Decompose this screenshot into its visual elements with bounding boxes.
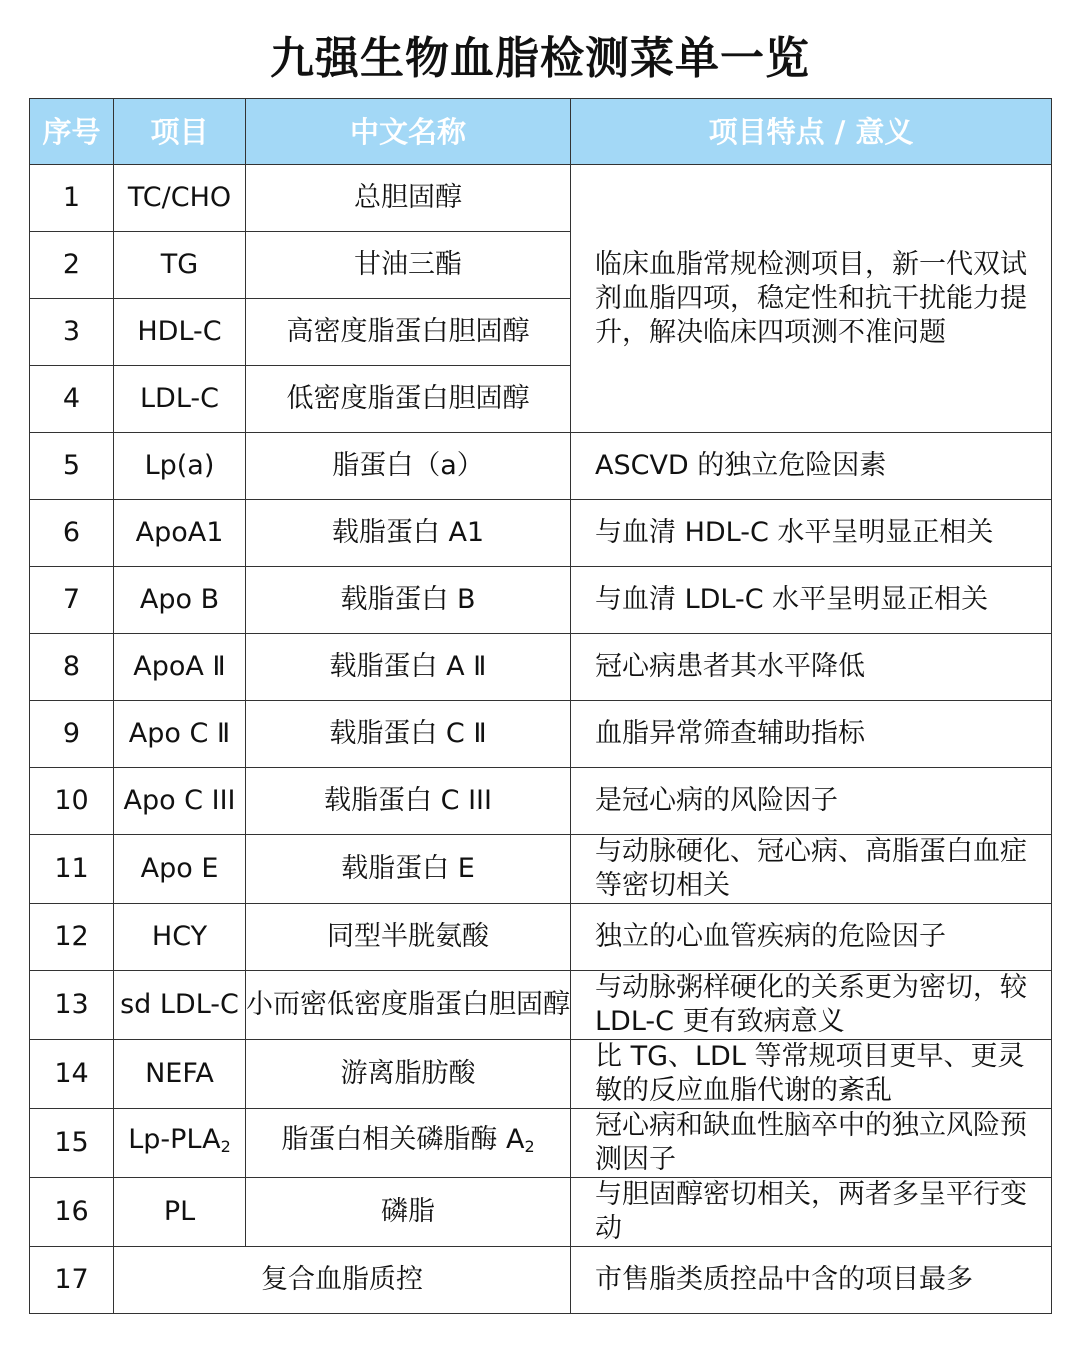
table-row bbox=[30, 971, 1052, 1040]
row-number: 1 bbox=[30, 165, 114, 232]
row-number: 8 bbox=[30, 634, 114, 701]
item-code-text: ApoA1 bbox=[135, 517, 224, 548]
chinese-name-text: 载脂蛋白 C Ⅱ bbox=[329, 718, 487, 749]
table-row bbox=[30, 904, 1052, 971]
row-number: 2 bbox=[30, 232, 114, 299]
chinese-name-text: 复合血脂质控 bbox=[261, 1264, 423, 1295]
chinese-name-text: 载脂蛋白 C III bbox=[324, 785, 492, 816]
chinese-name bbox=[246, 299, 571, 366]
table-row bbox=[30, 1109, 1052, 1178]
item-code-text: HCY bbox=[151, 921, 208, 952]
item-code bbox=[114, 634, 246, 701]
table-row bbox=[30, 768, 1052, 835]
row-number: 9 bbox=[30, 701, 114, 768]
item-code-subscript: 2 bbox=[220, 1136, 231, 1156]
item-code-text: ApoA Ⅱ bbox=[133, 651, 226, 682]
item-code-text: LDL-C bbox=[140, 383, 219, 414]
item-code-text: HDL-C bbox=[137, 316, 222, 347]
item-code bbox=[114, 904, 246, 971]
chinese-name bbox=[246, 1178, 571, 1247]
feature-description: 与动脉粥样硬化的关系更为密切，较 LDL-C 更有致病意义 bbox=[571, 971, 1052, 1040]
table-row bbox=[30, 433, 1052, 500]
chinese-name-text: 脂蛋白（a） bbox=[332, 450, 484, 481]
feature-description: 临床血脂常规检测项目，新一代双试剂血脂四项，稳定性和抗干扰能力提升，解决临床四项测不准问题 bbox=[571, 165, 1052, 433]
feature-description: 与血清 HDL-C 水平呈明显正相关 bbox=[571, 500, 1052, 567]
item-code-text: Apo E bbox=[140, 853, 219, 884]
item-code-text: Apo C Ⅱ bbox=[128, 718, 231, 749]
chinese-name bbox=[246, 1040, 571, 1109]
table-row bbox=[30, 1178, 1052, 1247]
feature-description: 与胆固醇密切相关，两者多呈平行变动 bbox=[571, 1178, 1052, 1247]
chinese-name bbox=[246, 1109, 571, 1178]
row-number: 14 bbox=[30, 1040, 114, 1109]
chinese-name bbox=[246, 165, 571, 232]
item-code bbox=[114, 701, 246, 768]
item-code bbox=[114, 835, 246, 904]
feature-description: ASCVD 的独立危险因素 bbox=[571, 433, 1052, 500]
row-number: 5 bbox=[30, 433, 114, 500]
feature-description: 独立的心血管疾病的危险因子 bbox=[571, 904, 1052, 971]
feature-description: 比 TG、LDL 等常规项目更早、更灵敏的反应血脂代谢的紊乱 bbox=[571, 1040, 1052, 1109]
feature-description: 血脂异常筛查辅助指标 bbox=[571, 701, 1052, 768]
header-code: 项目 bbox=[114, 99, 246, 165]
row-number: 13 bbox=[30, 971, 114, 1040]
row-number: 15 bbox=[30, 1109, 114, 1178]
chinese-name bbox=[246, 634, 571, 701]
chinese-name-text: 载脂蛋白 A Ⅱ bbox=[329, 651, 487, 682]
header-name: 中文名称 bbox=[246, 99, 571, 165]
chinese-name-text: 游离脂肪酸 bbox=[340, 1058, 476, 1089]
chinese-name-text: 磷脂 bbox=[381, 1196, 435, 1227]
chinese-name bbox=[114, 1247, 571, 1314]
chinese-name bbox=[246, 768, 571, 835]
row-number: 6 bbox=[30, 500, 114, 567]
item-code-text: PL bbox=[163, 1196, 196, 1227]
header-desc: 项目特点 / 意义 bbox=[571, 99, 1052, 165]
lipid-menu-table bbox=[29, 98, 1052, 1314]
item-code bbox=[114, 1040, 246, 1109]
feature-description: 冠心病和缺血性脑卒中的独立风险预测因子 bbox=[571, 1109, 1052, 1178]
chinese-name-subscript: 2 bbox=[524, 1136, 535, 1156]
chinese-name-text: 同型半胱氨酸 bbox=[327, 921, 489, 952]
table-row bbox=[30, 165, 1052, 232]
item-code bbox=[114, 500, 246, 567]
item-code-text: TC/CHO bbox=[127, 182, 232, 213]
feature-description: 是冠心病的风险因子 bbox=[571, 768, 1052, 835]
row-number: 3 bbox=[30, 299, 114, 366]
table-row bbox=[30, 835, 1052, 904]
row-number: 16 bbox=[30, 1178, 114, 1247]
item-code bbox=[114, 768, 246, 835]
table-row bbox=[30, 567, 1052, 634]
table-row bbox=[30, 1247, 1052, 1314]
item-code bbox=[114, 567, 246, 634]
item-code-text: Lp(a) bbox=[144, 450, 215, 481]
chinese-name-text: 低密度脂蛋白胆固醇 bbox=[286, 383, 530, 414]
header-no: 序号 bbox=[30, 99, 114, 165]
chinese-name bbox=[246, 433, 571, 500]
feature-description: 与血清 LDL-C 水平呈明显正相关 bbox=[571, 567, 1052, 634]
row-number: 17 bbox=[30, 1247, 114, 1314]
chinese-name-text: 载脂蛋白 A1 bbox=[331, 517, 485, 548]
item-code-text: sd LDL-C bbox=[120, 989, 239, 1020]
chinese-name bbox=[246, 904, 571, 971]
chinese-name-text: 小而密低密度脂蛋白胆固醇 bbox=[246, 989, 570, 1020]
table-row bbox=[30, 1040, 1052, 1109]
row-number: 10 bbox=[30, 768, 114, 835]
table-row bbox=[30, 634, 1052, 701]
chinese-name bbox=[246, 971, 571, 1040]
item-code bbox=[114, 433, 246, 500]
item-code-text: Apo B bbox=[139, 584, 220, 615]
row-number: 4 bbox=[30, 366, 114, 433]
chinese-name bbox=[246, 835, 571, 904]
chinese-name bbox=[246, 500, 571, 567]
chinese-name bbox=[246, 232, 571, 299]
item-code bbox=[114, 165, 246, 232]
item-code bbox=[114, 1178, 246, 1247]
item-code bbox=[114, 971, 246, 1040]
item-code bbox=[114, 1109, 246, 1178]
chinese-name-text: 载脂蛋白 E bbox=[341, 853, 475, 884]
item-code-text: Apo C III bbox=[123, 785, 236, 816]
row-number: 12 bbox=[30, 904, 114, 971]
chinese-name-text: 总胆固醇 bbox=[354, 182, 462, 213]
feature-description: 冠心病患者其水平降低 bbox=[571, 634, 1052, 701]
header-row bbox=[30, 99, 1052, 165]
item-code bbox=[114, 366, 246, 433]
item-code-text: NEFA bbox=[145, 1058, 214, 1089]
chinese-name-text: 高密度脂蛋白胆固醇 bbox=[286, 316, 530, 347]
item-code bbox=[114, 299, 246, 366]
item-code bbox=[114, 232, 246, 299]
chinese-name-text: 脂蛋白相关磷脂酶 A bbox=[281, 1123, 525, 1155]
chinese-name-text: 载脂蛋白 B bbox=[340, 584, 476, 615]
chinese-name bbox=[246, 701, 571, 768]
item-code-text: TG bbox=[160, 249, 199, 280]
chinese-name bbox=[246, 366, 571, 433]
table-row bbox=[30, 500, 1052, 567]
chinese-name bbox=[246, 567, 571, 634]
feature-description: 市售脂类质控品中含的项目最多 bbox=[571, 1247, 1052, 1314]
feature-description: 与动脉硬化、冠心病、高脂蛋白血症等密切相关 bbox=[571, 835, 1052, 904]
item-code-text: Lp-PLA bbox=[128, 1123, 221, 1155]
page-title: 九强生物血脂检测菜单一览 bbox=[270, 33, 810, 84]
chinese-name-text: 甘油三酯 bbox=[354, 249, 462, 280]
row-number: 11 bbox=[30, 835, 114, 904]
table-row bbox=[30, 701, 1052, 768]
row-number: 7 bbox=[30, 567, 114, 634]
